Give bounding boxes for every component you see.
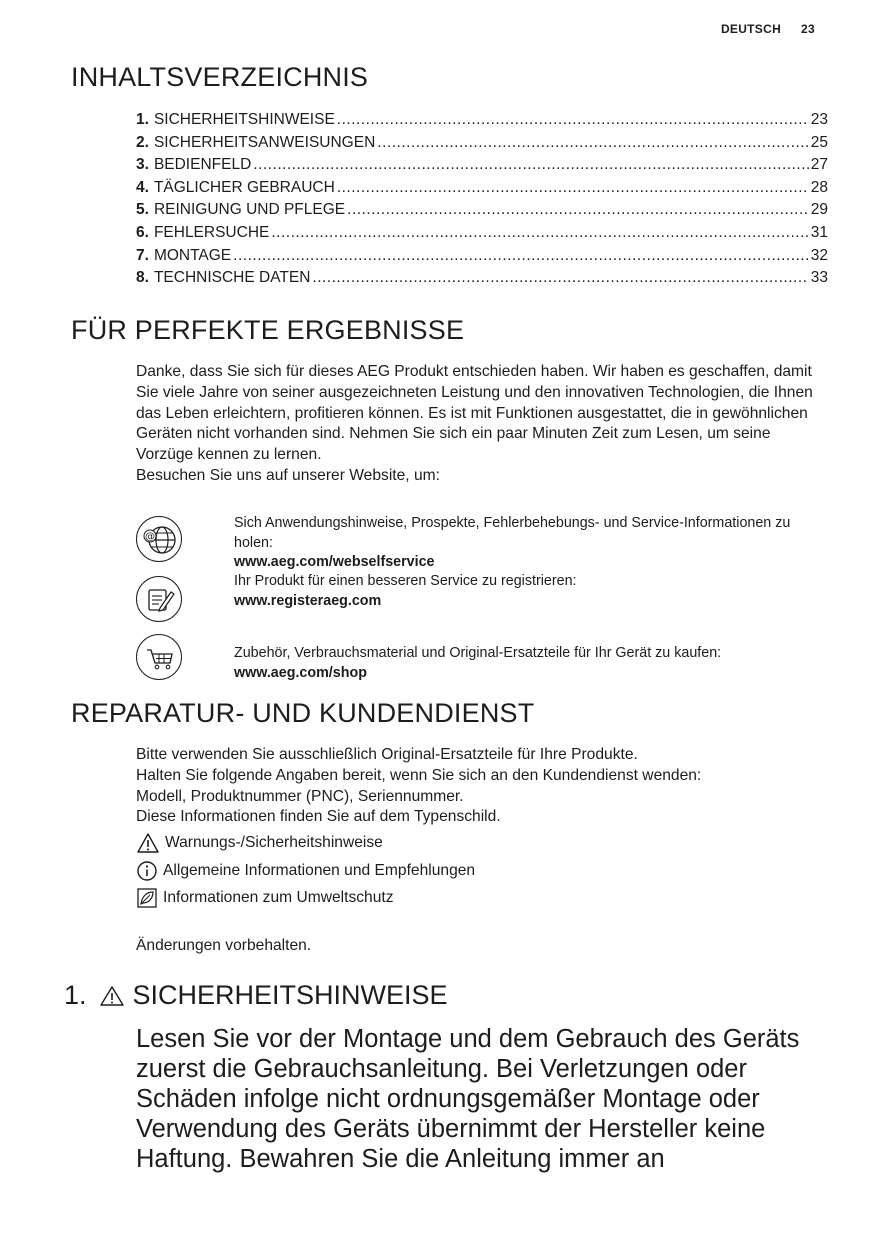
section-1-text: Lesen Sie vor der Montage und dem Gebrauch des Geräts zuerst die Gebrauchsanleitung. Bei Verletzungen oder Schäden infolge nicht ordnungsgemäßer Montage oder Verwendung des Geräts übernimmt der Hersteller keine Haftung. Bewahren Sie die Anleitung immer an xyxy=(136,1025,800,1173)
svg-text:@: @ xyxy=(145,531,155,543)
toc-item[interactable] xyxy=(136,201,828,224)
symbol-label: Informationen zum Umweltschutz xyxy=(163,889,394,906)
section-1-heading xyxy=(64,980,448,1011)
header-language: DEUTSCH xyxy=(720,22,782,36)
toc-num: 3. xyxy=(136,156,149,174)
web-globe-icon xyxy=(136,516,182,562)
info-icon xyxy=(136,860,158,882)
toc-item[interactable] xyxy=(136,179,828,202)
perfect-intro xyxy=(136,362,826,487)
toc-page: 31 xyxy=(810,223,828,241)
toc-leader xyxy=(271,224,808,242)
intro-paragraph: Danke, dass Sie sich für dieses AEG Produkt entschieden haben. Wir haben es geschaffen, damit Sie viele Jahre von seiner ausgezeichneten Leistung und den innovativen Technologien, die Ihnen das Leben erleichtern, profitieren können. Es ist mit Funktionen ausgestattet, die in gewöhnlichen Geräten nicht vorhanden sind. Nehmen Sie sich ein paar Minuten Zeit zum Lesen, um seine Vorzüge kennen zu lernen. xyxy=(136,363,813,464)
toc-leader xyxy=(312,269,808,287)
shopping-cart-icon xyxy=(136,634,182,680)
toc-leader xyxy=(233,247,809,265)
section-title: SICHERHEITSHINWEISE xyxy=(132,980,448,1010)
link-description: Ihr Produkt für einen besseren Service zu registrieren: xyxy=(234,573,577,589)
toc-leader xyxy=(347,201,809,219)
toc-title: SICHERHEITSHINWEISE xyxy=(153,111,335,128)
toc-heading: INHALTSVERZEICHNIS xyxy=(71,62,369,92)
toc-title: BEDIENFELD xyxy=(153,156,252,174)
toc-title: MONTAGE xyxy=(153,246,232,264)
toc-num: 2. xyxy=(136,133,149,151)
toc-num: 6. xyxy=(136,223,149,241)
service-heading: REPARATUR- UND KUNDENDIENST xyxy=(71,698,535,728)
symbol-label: Warnungs-/Sicherheitshinweise xyxy=(165,834,383,851)
toc-item[interactable] xyxy=(136,156,828,179)
leaf-icon xyxy=(136,887,158,909)
section-number: 1. xyxy=(64,980,87,1010)
toc-item[interactable] xyxy=(136,269,828,292)
toc-page: 28 xyxy=(810,178,828,196)
toc-num: 1. xyxy=(136,111,149,128)
perfect-results-heading: FÜR PERFEKTE ERGEBNISSE xyxy=(71,315,465,345)
toc-page: 27 xyxy=(810,156,828,174)
toc-page: 29 xyxy=(810,201,828,219)
toc-num: 7. xyxy=(136,246,149,264)
header-page-number: 23 xyxy=(801,22,815,36)
changes-text: Änderungen vorbehalten. xyxy=(136,937,312,954)
toc-item[interactable] xyxy=(136,111,828,134)
toc-leader xyxy=(337,179,809,197)
toc-page: 33 xyxy=(810,269,828,287)
page-header xyxy=(721,22,815,36)
symbol-row xyxy=(136,832,383,854)
toc-leader xyxy=(337,111,809,129)
toc-leader xyxy=(377,134,808,152)
toc-page: 25 xyxy=(810,133,828,151)
web-link-text xyxy=(234,572,824,611)
service-line: Diese Informationen finden Sie auf dem Typenschild. xyxy=(136,808,501,826)
link-description: Zubehör, Verbrauchsmaterial und Original-Ersatzteile für Ihr Gerät zu kaufen: xyxy=(234,645,722,661)
link-url[interactable]: www.registeraeg.com xyxy=(234,592,382,609)
warning-triangle-icon xyxy=(99,984,125,1008)
link-description: Sich Anwendungshinweise, Prospekte, Fehlerbehebungs- und Service-Informationen zu holen: xyxy=(234,515,791,551)
service-text xyxy=(136,745,826,828)
toc-title: TÄGLICHER GEBRAUCH xyxy=(153,178,335,196)
toc-title: TECHNISCHE DATEN xyxy=(153,269,311,287)
toc-num: 5. xyxy=(136,201,149,219)
link-url[interactable]: www.aeg.com/shop xyxy=(234,664,367,681)
table-of-contents xyxy=(136,111,828,292)
toc-leader xyxy=(253,156,808,174)
warning-triangle-icon xyxy=(136,832,160,854)
service-line: Bitte verwenden Sie ausschließlich Original-Ersatzteile für Ihre Produkte. xyxy=(136,746,638,763)
symbol-row xyxy=(136,860,475,882)
link-url[interactable]: www.aeg.com/webselfservice xyxy=(234,554,435,570)
visit-line: Besuchen Sie uns auf unserer Website, um: xyxy=(136,466,440,484)
toc-title: SICHERHEITSANWEISUNGEN xyxy=(153,133,376,151)
toc-page: 23 xyxy=(810,111,828,128)
symbol-row xyxy=(136,887,394,909)
changes-note xyxy=(136,936,826,957)
register-notepad-icon xyxy=(136,576,182,622)
toc-item[interactable] xyxy=(136,247,828,270)
toc-page: 32 xyxy=(810,246,828,264)
service-line: Halten Sie folgende Angaben bereit, wenn Sie sich an den Kundendienst wenden: Modell, Produktnummer (PNC), Seriennummer. xyxy=(136,766,702,805)
toc-item[interactable] xyxy=(136,224,828,247)
toc-title: REINIGUNG UND PFLEGE xyxy=(153,201,346,219)
toc-num: 4. xyxy=(136,178,149,196)
toc-num: 8. xyxy=(136,269,149,287)
toc-title: FEHLERSUCHE xyxy=(153,223,270,241)
symbol-label: Allgemeine Informationen und Empfehlungen xyxy=(163,862,476,879)
web-link-text xyxy=(234,644,824,683)
web-link-text xyxy=(234,514,824,573)
toc-item[interactable] xyxy=(136,134,828,157)
